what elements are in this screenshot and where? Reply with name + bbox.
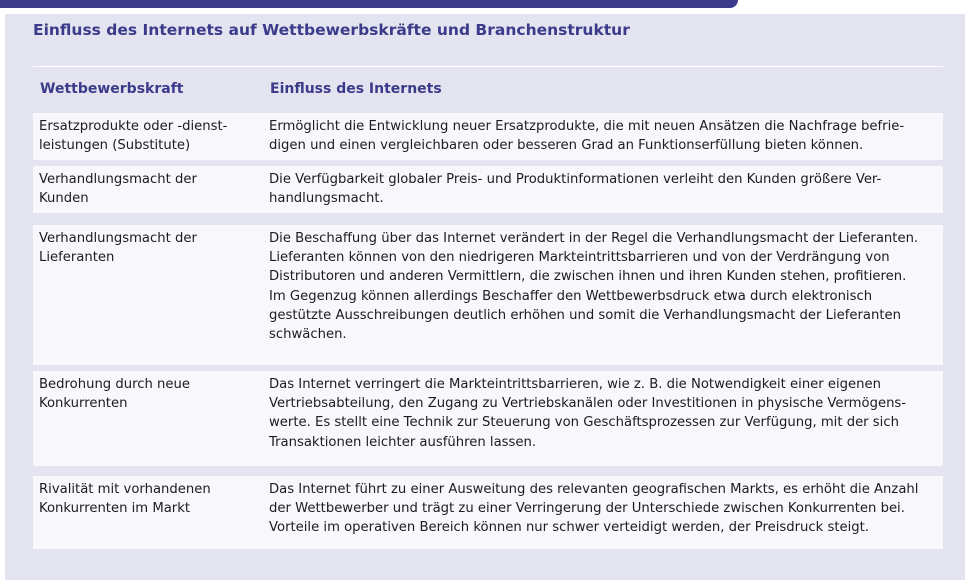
force-line: Verhandlungsmacht der bbox=[39, 231, 197, 246]
impact-cell bbox=[269, 375, 939, 452]
force-line: leistungen (Substitute) bbox=[39, 138, 191, 154]
impact-line: Im Gegenzug können allerdings Beschaffer den Wettbewerbsdruck etwa durch elektronisch bbox=[269, 288, 873, 304]
table-row bbox=[33, 371, 943, 466]
force-line: Konkurrenten bbox=[39, 396, 128, 412]
force-cell bbox=[39, 170, 259, 208]
impact-cell bbox=[269, 480, 939, 538]
impact-line: Die Verfügbarkeit globaler Preis- und Produktinformationen verleiht den Kunden größere Ver- bbox=[269, 172, 882, 187]
impact-line: der Wettbewerber und trägt zu einer Verringerung der Unterschiede zwischen Konkurrenten bei. bbox=[269, 501, 905, 517]
impact-line: gestützte Ausschreibungen deutlich erhöhen und somit die Verhandlungsmacht der Lieferanten bbox=[269, 307, 902, 323]
force-line: Rivalität mit vorhandenen bbox=[39, 482, 211, 497]
impact-line: Ermöglicht die Entwicklung neuer Ersatzprodukte, die mit neuen Ansätzen die Nachfrage befrie- bbox=[269, 119, 905, 134]
panel-title: Einfluss des Internets auf Wettbewerbskräfte und Branchenstruktur bbox=[33, 21, 630, 39]
title-divider bbox=[33, 66, 943, 67]
force-cell bbox=[39, 480, 259, 518]
table-row bbox=[33, 166, 943, 213]
impact-line: Lieferanten können von den niedrigeren Markteintrittsbarrieren und von der Verdrängung von bbox=[269, 250, 890, 266]
top-accent-bar bbox=[0, 0, 738, 8]
force-line: Konkurrenten im Markt bbox=[39, 501, 191, 517]
impact-line: schwächen. bbox=[269, 327, 347, 343]
impact-line: Das Internet führt zu einer Ausweitung des relevanten geografischen Markts, es erhöht die Anzahl bbox=[269, 482, 919, 497]
impact-cell bbox=[269, 170, 939, 208]
impact-cell bbox=[269, 229, 939, 344]
force-line: Lieferanten bbox=[39, 250, 115, 266]
force-cell bbox=[39, 117, 259, 155]
force-line: Bedrohung durch neue bbox=[39, 377, 190, 392]
table-row bbox=[33, 113, 943, 160]
impact-line: werte. Es stellt eine Technik zur Steuerung von Geschäftsprozessen zur Verfügung, mit der sich bbox=[269, 415, 899, 431]
impact-line: digen und einen vergleichbaren oder besseren Grad an Funktionserfüllung bieten können. bbox=[269, 138, 864, 154]
table-row bbox=[33, 476, 943, 549]
impact-line: Vorteile im operativen Bereich können nur schwer verteidigt werden, der Preisdruck steigt. bbox=[269, 520, 870, 536]
force-line: Verhandlungsmacht der bbox=[39, 172, 197, 187]
impact-line: handlungsmacht. bbox=[269, 191, 384, 207]
column-header-impact: Einfluss des Internets bbox=[270, 81, 442, 97]
force-line: Kunden bbox=[39, 191, 89, 207]
force-cell bbox=[39, 229, 259, 267]
table-row bbox=[33, 225, 943, 365]
impact-line: Distributoren und anderen Vermittlern, die zwischen ihnen und ihren Kunden stehen, profitieren. bbox=[269, 269, 907, 285]
impact-line: Transaktionen leichter ausführen lassen. bbox=[269, 434, 537, 450]
force-cell bbox=[39, 375, 259, 413]
impact-line: Die Beschaffung über das Internet verändert in der Regel die Verhandlungsmacht der Lieferanten. bbox=[269, 231, 919, 246]
column-header-force: Wettbewerbskraft bbox=[40, 81, 184, 97]
force-line: Ersatzprodukte oder -dienst- bbox=[39, 119, 228, 134]
impact-cell bbox=[269, 117, 939, 155]
impact-line: Das Internet verringert die Markteintrittsbarrieren, wie z. B. die Notwendigkeit einer eigenen bbox=[269, 377, 881, 392]
impact-line: Vertriebsabteilung, den Zugang zu Vertriebskanälen oder Investitionen in physische Vermögens- bbox=[269, 396, 907, 412]
